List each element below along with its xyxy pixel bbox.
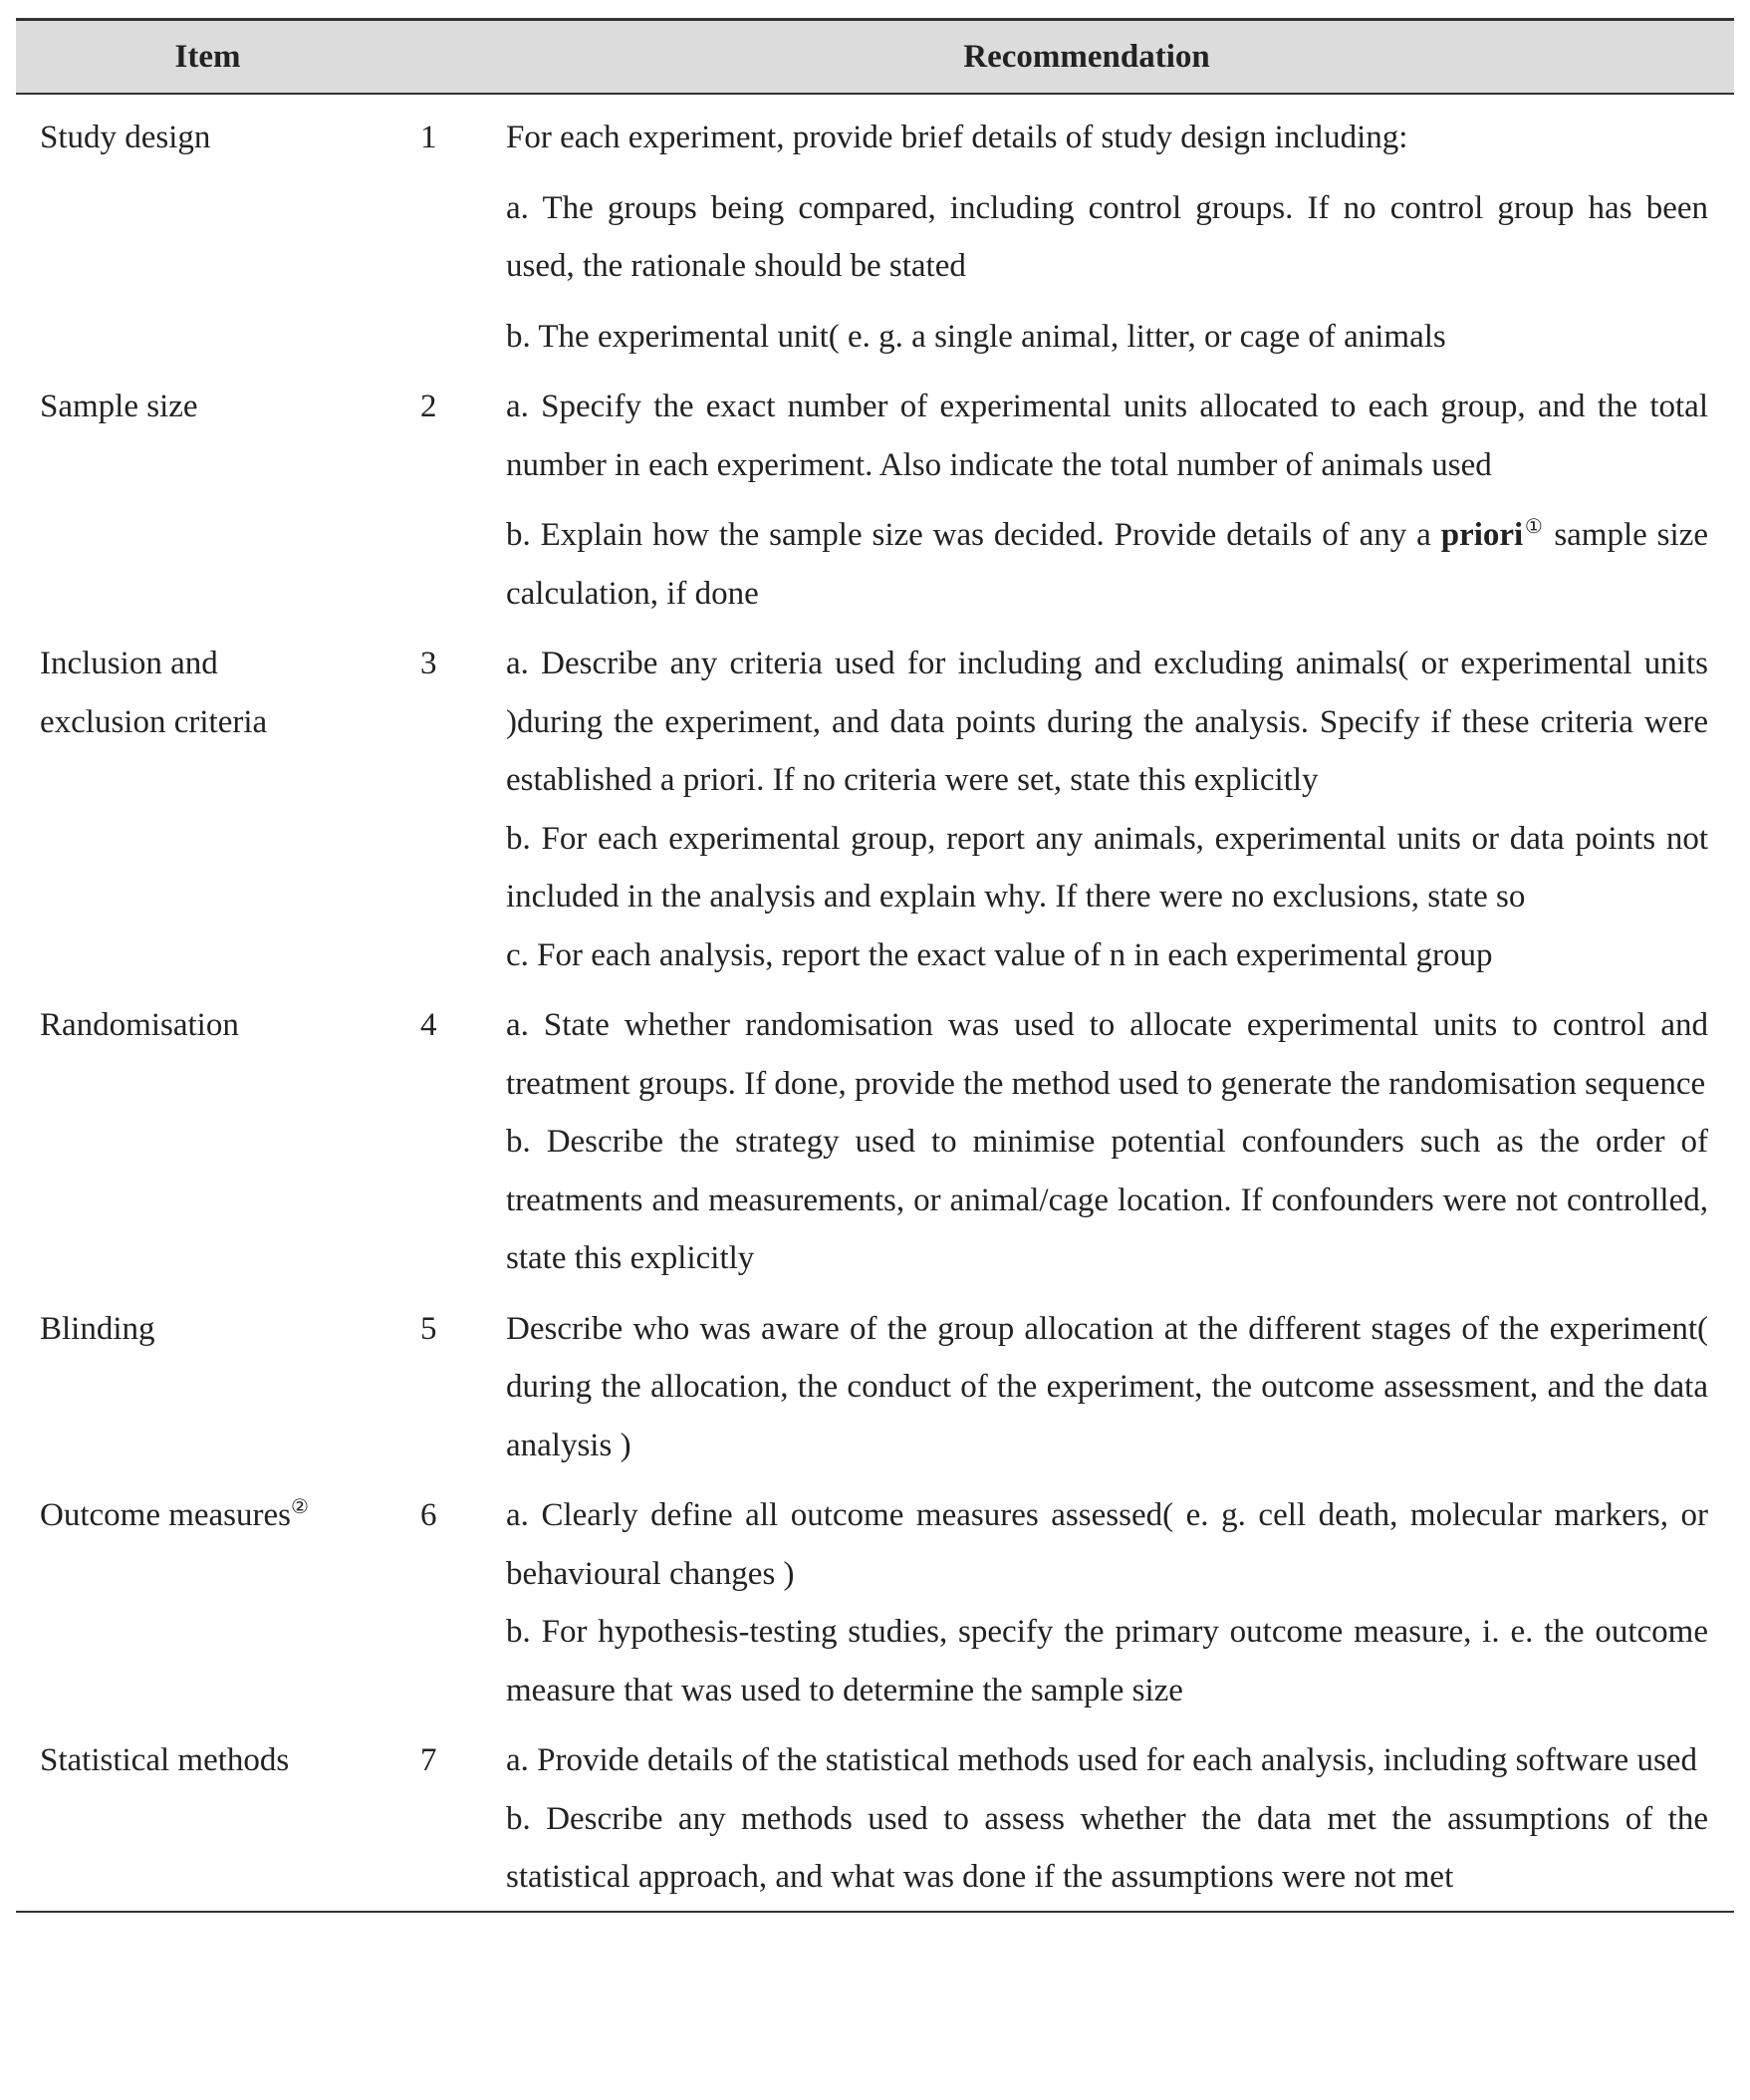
footnote-mark: ② <box>291 1496 309 1518</box>
footnote-mark: ① <box>1523 516 1545 538</box>
item-number: 1 <box>420 120 437 155</box>
recommendation-para: a. Describe any criteria used for including and excluding animals( or experimental units )during the experiment, and data points during the analysis. Specify if these criteria were established a priori. If no criteria were set, state this explicitly <box>506 646 1708 798</box>
item-label-text: Outcome measures <box>40 1497 291 1533</box>
item-label-line: exclusion criteria <box>40 703 268 740</box>
bold-term: priori <box>1440 517 1524 553</box>
table-row <box>16 1300 1734 1475</box>
header-item: Item <box>174 38 241 75</box>
table-row <box>16 635 1734 984</box>
recommendation-intro: For each experiment, provide brief details of study design including: <box>506 120 1408 155</box>
table-row <box>16 378 1734 623</box>
recommendation-para: a. Provide details of the statistical methods used for each analysis, including software used <box>506 1742 1697 1778</box>
item-label <box>16 635 384 751</box>
recommendation-para: a. The groups being compared, including control groups. If no control group has been used, the rationale should be stated <box>506 189 1708 284</box>
recommendation-para: b. For hypothesis-testing studies, specify the primary outcome measure, i. e. the outcome measure that was used to determine the sample size <box>506 1614 1708 1708</box>
item-label-line: Inclusion and <box>40 646 218 681</box>
header-recommendation: Recommendation <box>963 38 1210 75</box>
table-row <box>16 109 1734 366</box>
recommendation-cell <box>506 109 1708 366</box>
recommendation-cell <box>506 996 1708 1288</box>
recommendation-table <box>16 18 1734 1913</box>
recommendation-cell <box>506 1731 1708 1907</box>
recommendation-para: a. Specify the exact number of experimental units allocated to each group, and the total number in each experiment. Also indicate the total number of animals used <box>506 389 1708 483</box>
table-row <box>16 996 1734 1288</box>
item-label: Randomisation <box>40 1007 239 1043</box>
recommendation-cell <box>506 1486 1708 1719</box>
item-label: Study design <box>40 120 211 155</box>
table-row <box>16 1731 1734 1907</box>
table-row <box>16 1486 1734 1719</box>
recommendation-cell <box>506 378 1708 623</box>
recommendation-para: b. For each experimental group, report any animals, experimental units or data points not included in the analysis and explain why. If there were no exclusions, state so <box>506 820 1708 915</box>
recommendation-para: Describe who was aware of the group allocation at the different stages of the experiment( during the allocation, the conduct of the experiment, the outcome assessment, and the data analysis ) <box>506 1310 1708 1463</box>
item-label: Blinding <box>40 1310 155 1347</box>
recommendation-para: b. Describe the strategy used to minimise potential confounders such as the order of treatments and measurements, or animal/cage location. If confounders were not controlled, state this explicitly <box>506 1124 1708 1276</box>
item-number: 4 <box>420 1007 437 1043</box>
recommendation-cell <box>506 635 1708 984</box>
recommendation-para: b. The experimental unit( e. g. a single animal, litter, or cage of animals <box>506 318 1446 355</box>
table-header <box>16 21 1734 95</box>
recommendation-para: a. Clearly define all outcome measures assessed( e. g. cell death, molecular markers, or behavioural changes ) <box>506 1497 1708 1592</box>
item-number: 2 <box>420 389 437 424</box>
recommendation-para: b. Describe any methods used to assess whether the data met the assumptions of the statistical approach, and what was done if the assumptions were not met <box>506 1800 1708 1895</box>
item-label <box>16 1486 384 1545</box>
item-number: 3 <box>420 646 437 681</box>
item-label: Statistical methods <box>40 1742 290 1778</box>
item-number: 7 <box>420 1742 437 1778</box>
recommendation-cell <box>506 1300 1708 1475</box>
item-label: Sample size <box>40 389 198 424</box>
para-text: sample size calculation, if done <box>506 517 1708 612</box>
recommendation-para: a. State whether randomisation was used to allocate experimental units to control and treatment groups. If done, provide the method used to generate the randomisation sequence <box>506 1007 1708 1102</box>
recommendation-para: c. For each analysis, report the exact value of n in each experimental group <box>506 936 1493 973</box>
item-number: 5 <box>420 1310 437 1347</box>
item-number: 6 <box>420 1497 437 1533</box>
recommendation-para <box>506 506 1708 623</box>
table-body <box>16 95 1734 1907</box>
para-text: b. Explain how the sample size was decided. Provide details of any a <box>506 517 1441 553</box>
